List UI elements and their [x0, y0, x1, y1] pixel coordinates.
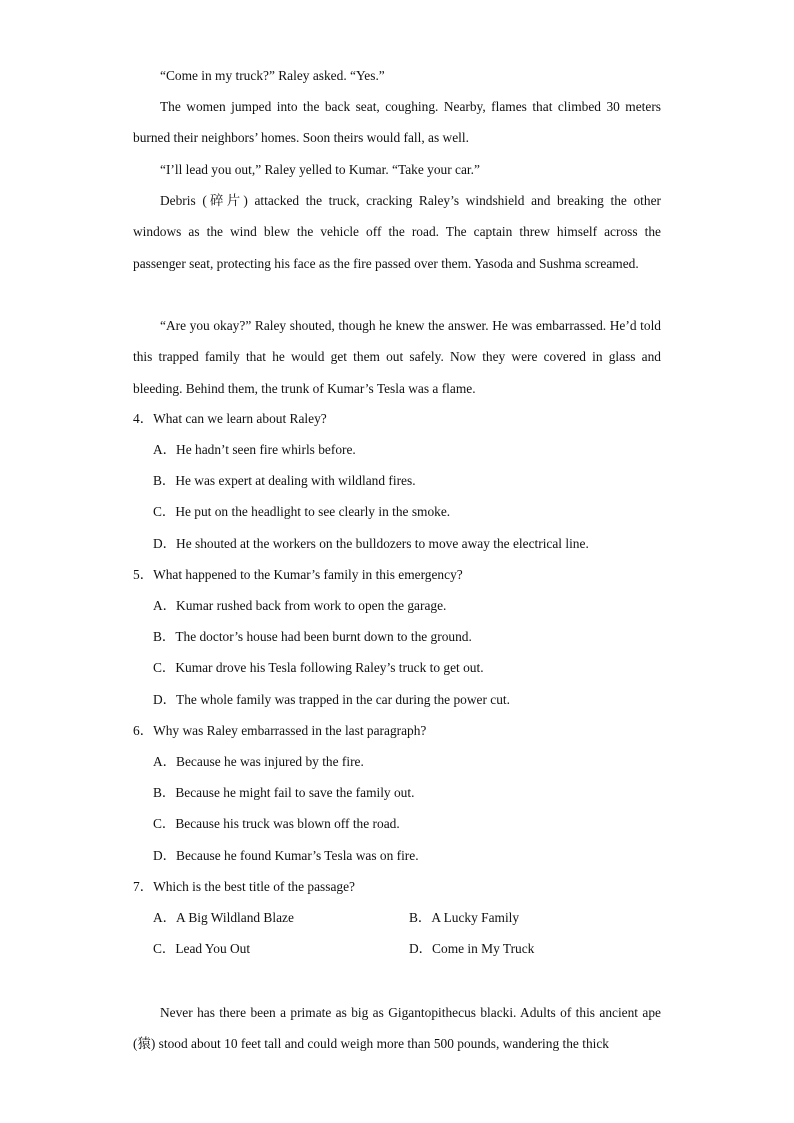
answer-option: A．A Big Wildland Blaze — [153, 910, 294, 925]
story-paragraph-5: “Are you okay?” Raley shouted, though he knew the answer. He was embarrassed. He’d told this trapped family that he would get them out safely. Now they were covered in glass and bleeding. Behind them, the trunk of Kumar’s Tesla was a flame. — [133, 318, 661, 396]
answer-option: B．He was expert at dealing with wildland fires. — [153, 473, 416, 488]
story-paragraph-1: “Come in my truck?” Raley asked. “Yes.” — [160, 68, 385, 83]
story-paragraph-4: Debris (碎片) attacked the truck, cracking Raley’s windshield and breaking the other windows as the wind blew the vehicle off the road. The captain threw himself across the passenger seat, protecting his face as the fire passed over them. Yasoda and Sushma screamed. — [133, 193, 661, 271]
answer-option: C．Lead You Out — [153, 941, 251, 956]
answer-option: B．The doctor’s house had been burnt down to the ground. — [153, 629, 472, 644]
story-paragraph-3: “I’ll lead you out,” Raley yelled to Kumar. “Take your car.” — [160, 162, 480, 177]
question-stem: 6．Why was Raley embarrassed in the last paragraph? — [133, 723, 427, 738]
answer-option: D．Because he found Kumar’s Tesla was on fire. — [153, 848, 419, 863]
answer-option: A．Because he was injured by the fire. — [153, 754, 364, 769]
answer-option: D．The whole family was trapped in the car during the power cut. — [153, 692, 510, 707]
story-paragraph-2: The women jumped into the back seat, coughing. Nearby, flames that climbed 30 meters burned their neighbors’ homes. Soon theirs would fall, as well. — [133, 99, 661, 146]
answer-option: C．He put on the headlight to see clearly in the smoke. — [153, 504, 451, 519]
answer-option: C．Kumar drove his Tesla following Raley’s truck to get out. — [153, 660, 484, 675]
answer-option: A．Kumar rushed back from work to open the garage. — [153, 598, 447, 613]
question-stem: 4．What can we learn about Raley? — [133, 411, 327, 426]
answer-option: C．Because his truck was blown off the road. — [153, 816, 400, 831]
answer-option: B．A Lucky Family — [409, 910, 520, 925]
next-passage-paragraph: Never has there been a primate as big as Gigantopithecus blacki. Adults of this ancient ape (猿) stood about 10 feet tall and could weigh more than 500 pounds, wandering the thick — [133, 1005, 661, 1052]
answer-option: D．Come in My Truck — [409, 941, 535, 956]
question-stem: 5．What happened to the Kumar’s family in this emergency? — [133, 567, 463, 582]
answer-option: B．Because he might fail to save the family out. — [153, 785, 415, 800]
answer-option: A．He hadn’t seen fire whirls before. — [153, 442, 356, 457]
answer-option: D．He shouted at the workers on the bulldozers to move away the electrical line. — [153, 536, 589, 551]
question-stem: 7．Which is the best title of the passage? — [133, 879, 355, 894]
